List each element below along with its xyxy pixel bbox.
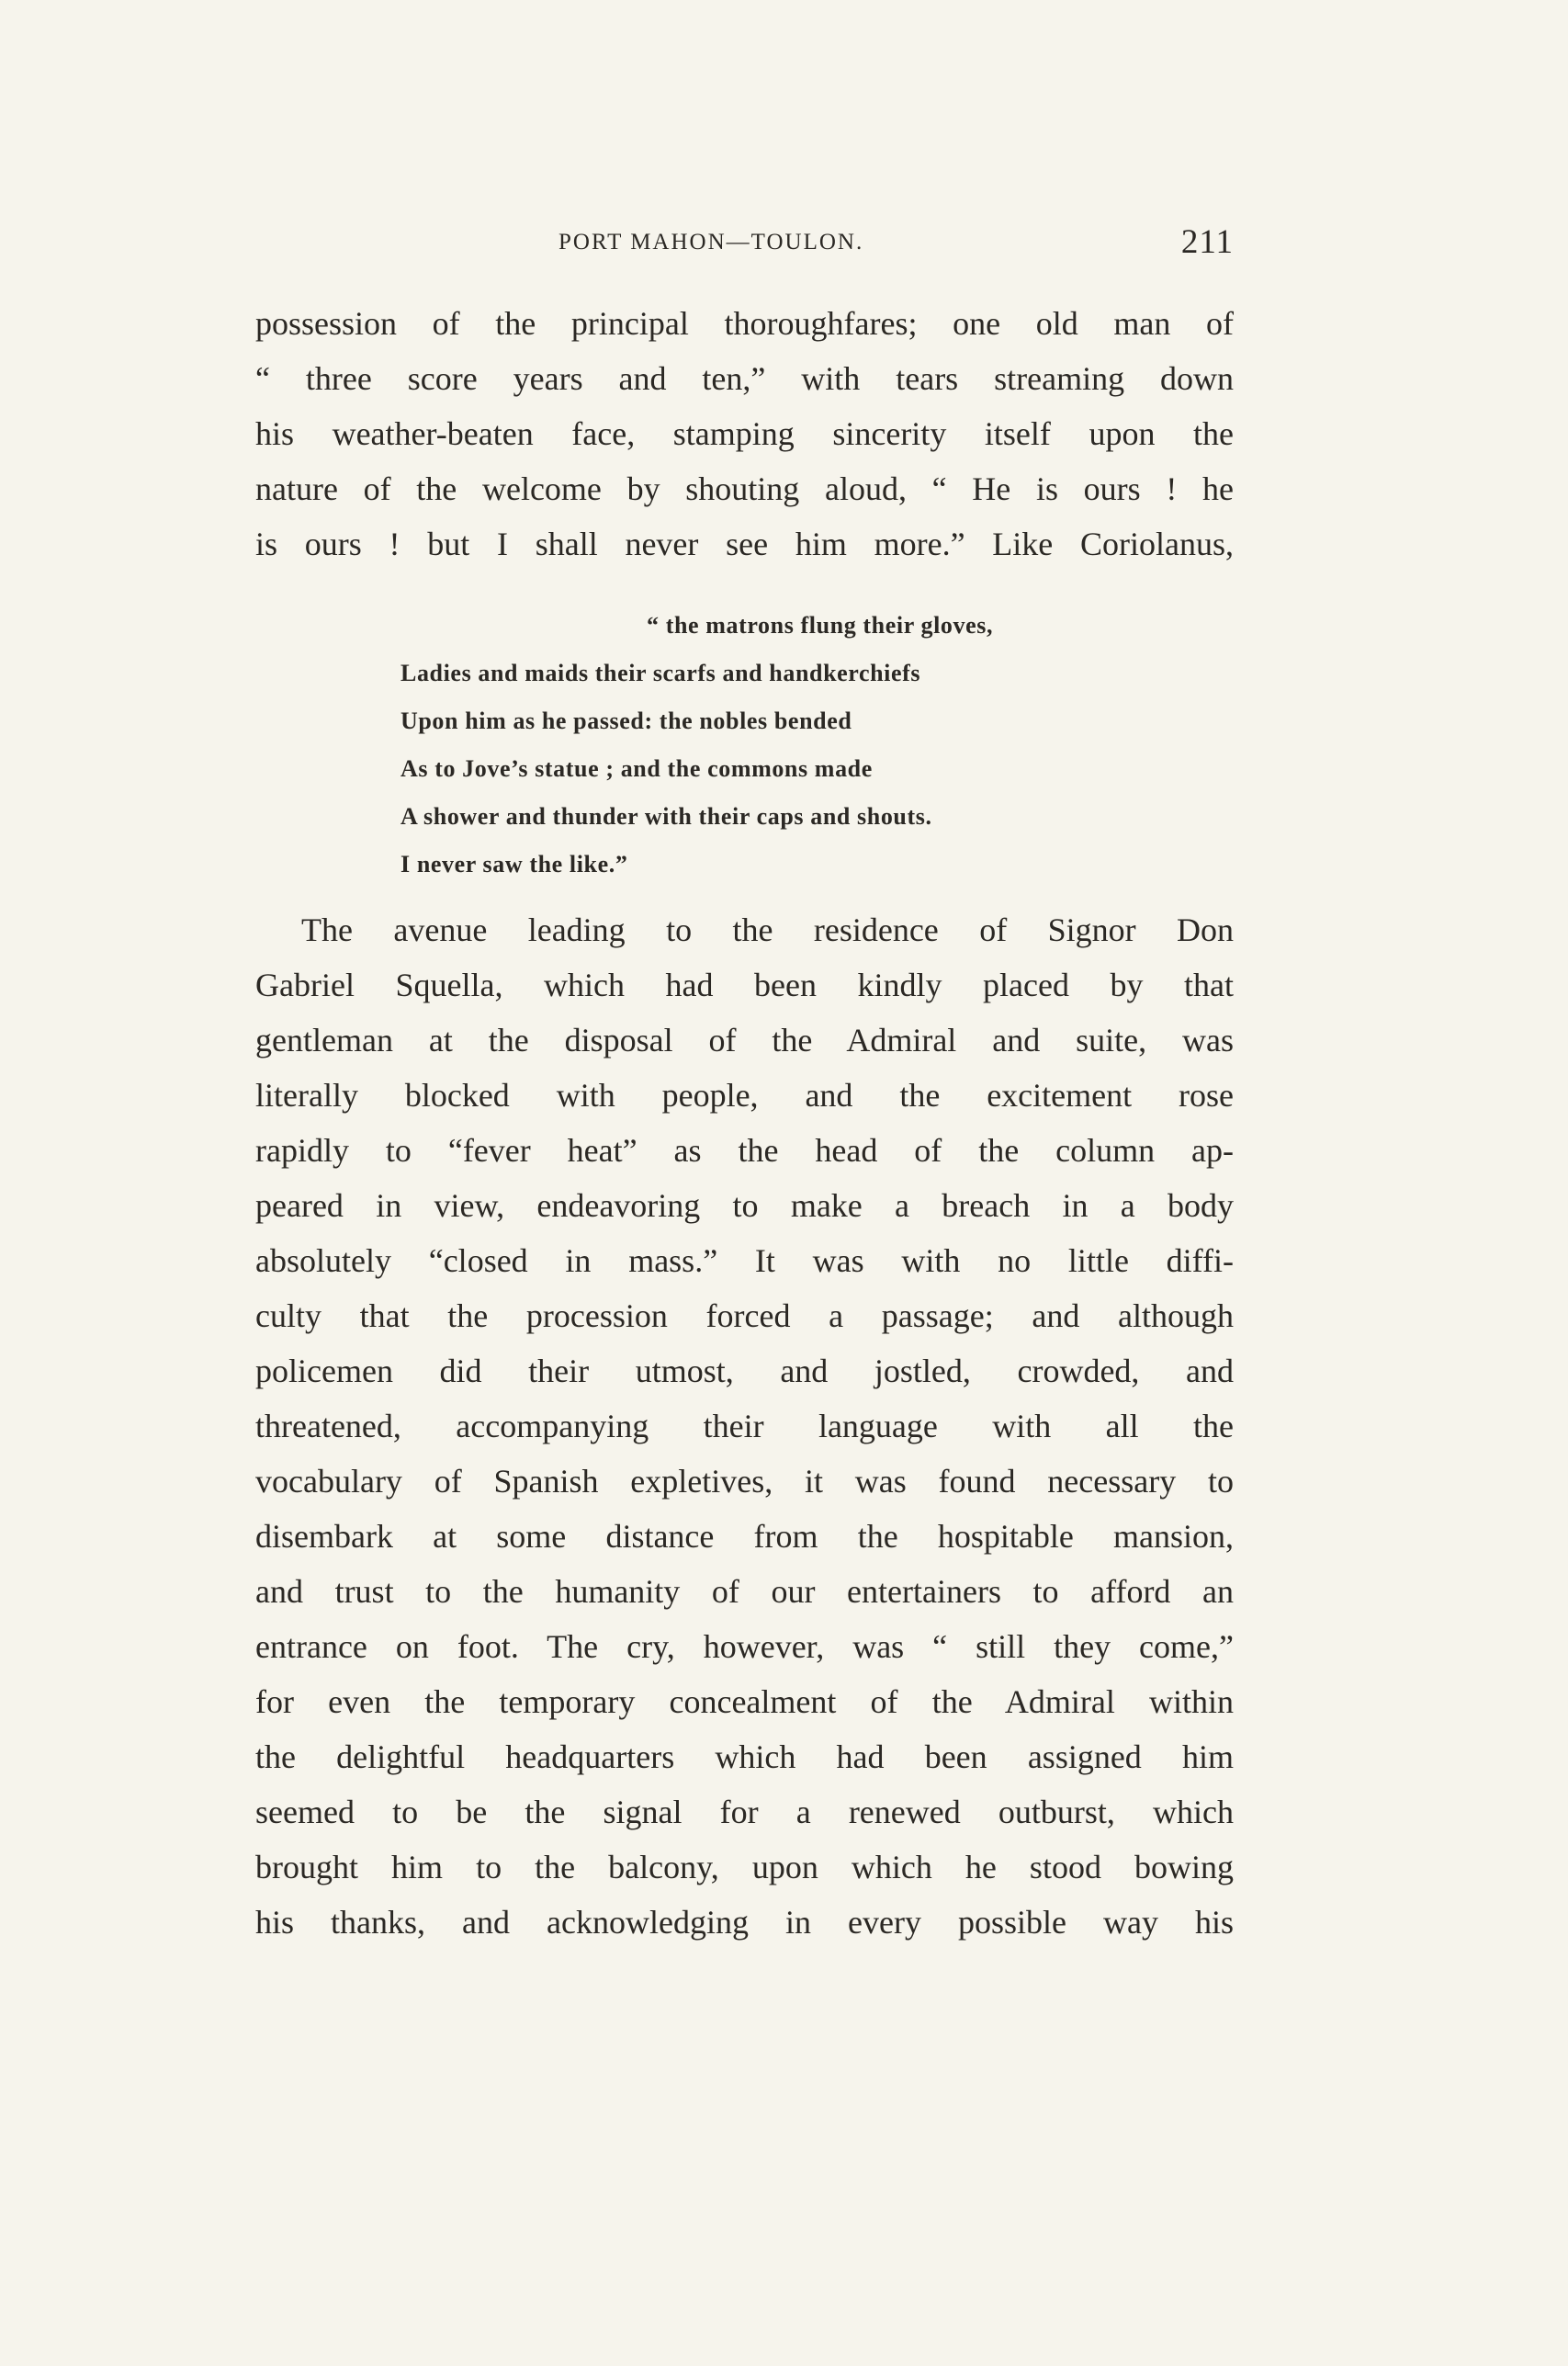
- verse-line: Ladies and maids their scarfs and handkerchiefs: [400, 660, 921, 686]
- text-line: possession of the principal thoroughfares; one old man of: [255, 305, 1234, 342]
- text-line: policemen did their utmost, and jostled, crowded, and: [255, 1353, 1234, 1389]
- verse-line: I never saw the like.”: [400, 851, 628, 877]
- text-line: literally blocked with people, and the excitement rose: [255, 1077, 1234, 1114]
- text-line: vocabulary of Spanish expletives, it was found necessary to: [255, 1463, 1234, 1500]
- text-line: brought him to the balcony, upon which he stood bowing: [255, 1849, 1234, 1885]
- page-number: 211: [1180, 223, 1234, 261]
- running-head: [255, 222, 1234, 268]
- text-line: the delightful headquarters which had been assigned him: [255, 1738, 1234, 1775]
- text-line: his weather-beaten face, stamping sincerity itself upon the: [255, 415, 1234, 452]
- text-line: seemed to be the signal for a renewed outburst, which: [255, 1794, 1234, 1830]
- text-line: entrance on foot. The cry, however, was “ still they come,”: [255, 1628, 1234, 1665]
- paragraph-1: [255, 296, 1234, 572]
- running-title: PORT MAHON—TOULON.: [558, 230, 864, 255]
- text-line: The avenue leading to the residence of Signor Don: [301, 911, 1234, 948]
- text-line: gentleman at the disposal of the Admiral and suite, was: [255, 1022, 1234, 1058]
- text-line: Gabriel Squella, which had been kindly placed by that: [255, 967, 1234, 1003]
- text-line: his thanks, and acknowledging in every possible way his: [255, 1904, 1234, 1941]
- verse-line: As to Jove’s statue ; and the commons made: [400, 755, 873, 782]
- paragraph-2: [255, 902, 1234, 1950]
- text-line: for even the temporary concealment of the Admiral within: [255, 1683, 1234, 1720]
- text-line: nature of the welcome by shouting aloud, “ He is ours ! he: [255, 470, 1234, 507]
- text-line: threatened, accompanying their language with all the: [255, 1408, 1234, 1444]
- verse-quotation: [400, 602, 1154, 889]
- text-line: rapidly to “fever heat” as the head of the column ap-: [255, 1132, 1234, 1169]
- text-line: absolutely “closed in mass.” It was with no little diffi-: [255, 1242, 1234, 1279]
- text-line: culty that the procession forced a passage; and although: [255, 1297, 1234, 1334]
- verse-line: Upon him as he passed: the nobles bended: [400, 708, 852, 734]
- text-line: and trust to the humanity of our entertainers to afford an: [255, 1573, 1234, 1610]
- verse-line: “ the matrons flung their gloves,: [647, 612, 994, 639]
- text-line: disembark at some distance from the hospitable mansion,: [255, 1518, 1234, 1555]
- verse-line: A shower and thunder with their caps and shouts.: [400, 803, 932, 830]
- text-line: is ours ! but I shall never see him more.” Like Coriolanus,: [255, 526, 1234, 562]
- text-line: peared in view, endeavoring to make a breach in a body: [255, 1187, 1234, 1224]
- text-line: “ three score years and ten,” with tears streaming down: [255, 360, 1234, 397]
